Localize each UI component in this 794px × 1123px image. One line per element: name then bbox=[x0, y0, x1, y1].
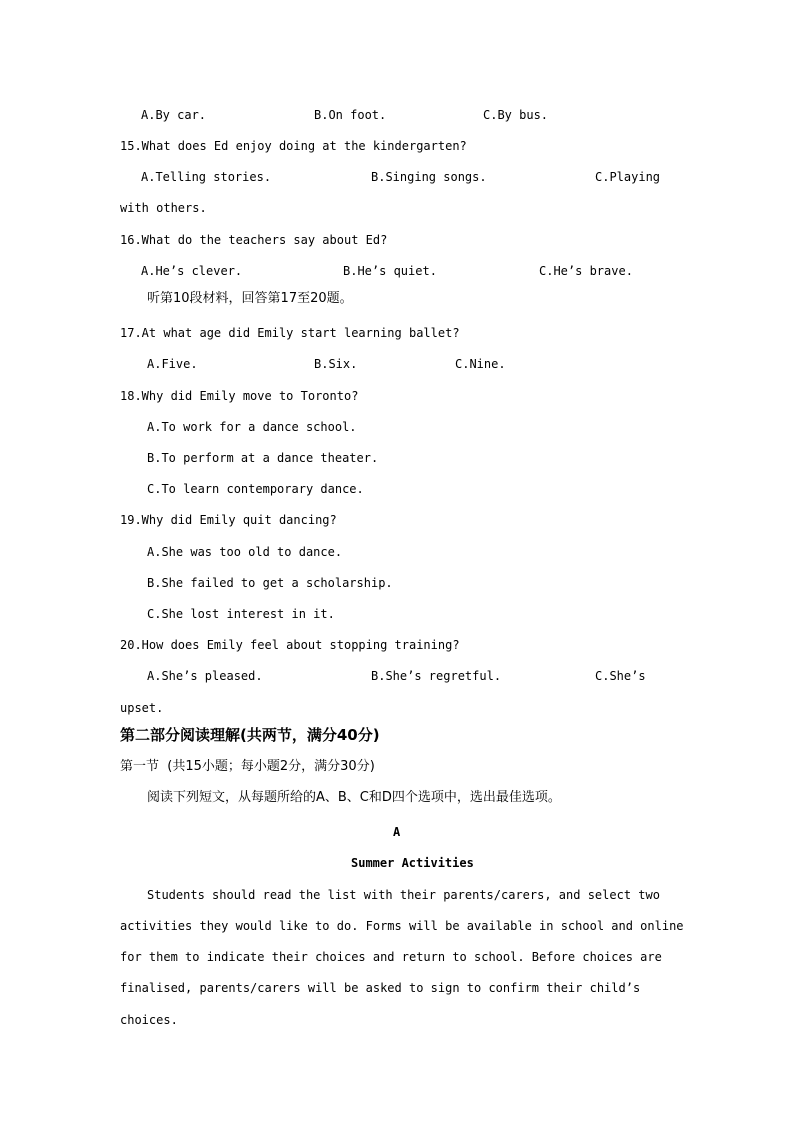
q18-option-b: B.To perform at a dance theater. bbox=[147, 451, 379, 465]
q18-stem: 18.Why did Emily move to Toronto? bbox=[120, 389, 359, 403]
q14-option-c: C.By bus. bbox=[483, 108, 549, 122]
q20-option-b: B.She’s regretful. bbox=[371, 669, 502, 683]
passage-line: activities they would like to do. Forms will be available in school and online bbox=[120, 919, 684, 933]
q19-option-b: B.She failed to get a scholarship. bbox=[147, 576, 393, 590]
q20-option-a: A.She’s pleased. bbox=[147, 669, 263, 683]
listening-instruction: 听第10段材料，回答第17至20题。 bbox=[147, 291, 353, 306]
q14-option-b: B.On foot. bbox=[314, 108, 387, 122]
q15-option-a: A.Telling stories. bbox=[141, 170, 272, 184]
q20-option-c-continued: upset. bbox=[120, 701, 164, 715]
q20-option-c: C.She’s bbox=[595, 669, 646, 683]
passage-line: finalised, parents/carers will be asked to sign to confirm their child’s bbox=[120, 981, 641, 995]
q20-stem: 20.How does Emily feel about stopping training? bbox=[120, 638, 460, 652]
q18-option-a: A.To work for a dance school. bbox=[147, 420, 357, 434]
passage-title: Summer Activities bbox=[351, 856, 474, 870]
q16-option-a: A.He’s clever. bbox=[141, 264, 243, 278]
q17-stem: 17.At what age did Emily start learning ballet? bbox=[120, 326, 460, 340]
q15-stem: 15.What does Ed enjoy doing at the kindergarten? bbox=[120, 139, 467, 153]
part2-title: 第二部分阅读理解(共两节，满分40分) bbox=[120, 726, 380, 744]
q15-option-c-continued: with others. bbox=[120, 201, 207, 215]
q19-stem: 19.Why did Emily quit dancing? bbox=[120, 513, 337, 527]
q17-option-a: A.Five. bbox=[147, 357, 198, 371]
q17-option-c: C.Nine. bbox=[455, 357, 506, 371]
q18-option-c: C.To learn contemporary dance. bbox=[147, 482, 364, 496]
passage-letter: A bbox=[393, 825, 401, 839]
section1-heading: 第一节 (共15小题；每小题2分，满分30分) bbox=[120, 759, 375, 774]
q19-option-a: A.She was too old to dance. bbox=[147, 545, 343, 559]
q15-option-b: B.Singing songs. bbox=[371, 170, 487, 184]
q16-stem: 16.What do the teachers say about Ed? bbox=[120, 233, 388, 247]
q16-option-b: B.He’s quiet. bbox=[343, 264, 437, 278]
passage-line: choices. bbox=[120, 1013, 178, 1027]
q19-option-c: C.She lost interest in it. bbox=[147, 607, 335, 621]
passage-line: Students should read the list with their parents/carers, and select two bbox=[147, 888, 660, 902]
passage-line: for them to indicate their choices and return to school. Before choices are bbox=[120, 950, 662, 964]
q17-option-b: B.Six. bbox=[314, 357, 358, 371]
q16-option-c: C.He’s brave. bbox=[539, 264, 633, 278]
reading-directions: 阅读下列短文，从每题所给的A、B、C和D四个选项中，选出最佳选项。 bbox=[147, 790, 561, 805]
q15-option-c: C.Playing bbox=[595, 170, 661, 184]
q14-option-a: A.By car. bbox=[141, 108, 207, 122]
